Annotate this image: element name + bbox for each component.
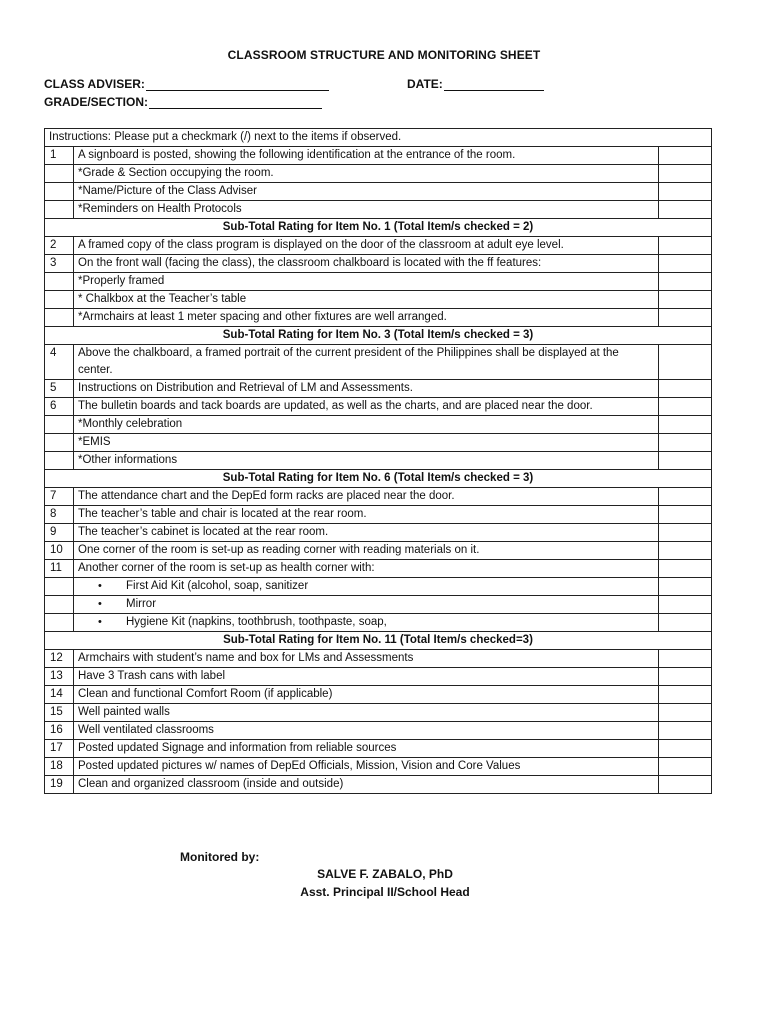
- bullet-icon: •: [98, 616, 102, 628]
- table-row: [45, 668, 712, 686]
- table-row: [45, 255, 712, 273]
- sub-item-row: [45, 452, 712, 470]
- bullet-text: Hygiene Kit (napkins, toothbrush, toothpaste, soap,: [126, 616, 387, 628]
- checkmark-cell[interactable]: [658, 704, 711, 722]
- subtotal-row: [45, 470, 712, 488]
- grade-section-field: [44, 95, 322, 109]
- table-row: [45, 686, 712, 704]
- checkmark-cell[interactable]: [658, 309, 711, 327]
- checkmark-cell[interactable]: [658, 147, 711, 165]
- grade-section-label: GRADE/SECTION:: [44, 95, 149, 109]
- sub-item-row: [45, 596, 712, 614]
- item-number: 19: [45, 776, 74, 794]
- checkmark-cell[interactable]: [658, 291, 711, 309]
- item-text: Instructions on Distribution and Retrieval of LM and Assessments.: [74, 380, 659, 398]
- checkmark-cell[interactable]: [658, 398, 711, 416]
- checkmark-cell[interactable]: [658, 183, 711, 201]
- sub-item-text: *Properly framed: [74, 273, 659, 291]
- item-number: 18: [45, 758, 74, 776]
- sub-item-row: [45, 291, 712, 309]
- subtotal-text: Sub-Total Rating for Item No. 11 (Total Item/s checked=3): [45, 632, 712, 650]
- table-row: [45, 650, 712, 668]
- item-number: 15: [45, 704, 74, 722]
- sub-item-row: [45, 434, 712, 452]
- table-row: [45, 147, 712, 165]
- item-text: The teacher’s cabinet is located at the rear room.: [74, 524, 659, 542]
- item-number: 16: [45, 722, 74, 740]
- instructions-text: Instructions: Please put a checkmark (/) next to the items if observed.: [45, 129, 712, 147]
- sub-item-row: [45, 183, 712, 201]
- class-adviser-blank[interactable]: [146, 78, 329, 91]
- checkmark-cell[interactable]: [658, 273, 711, 291]
- checkmark-cell[interactable]: [658, 560, 711, 578]
- sub-item-text: *Other informations: [74, 452, 659, 470]
- checkmark-cell[interactable]: [658, 201, 711, 219]
- checkmark-cell[interactable]: [658, 614, 711, 632]
- checkmark-cell[interactable]: [658, 255, 711, 273]
- page-title: CLASSROOM STRUCTURE AND MONITORING SHEET: [227, 48, 541, 62]
- checkmark-cell[interactable]: [658, 722, 711, 740]
- item-text: Posted updated pictures w/ names of DepEd Officials, Mission, Vision and Core Values: [74, 758, 659, 776]
- item-number: [45, 452, 74, 470]
- checkmark-cell[interactable]: [658, 758, 711, 776]
- item-number: [45, 434, 74, 452]
- subtotal-text: Sub-Total Rating for Item No. 1 (Total Item/s checked = 2): [45, 219, 712, 237]
- item-text: Posted updated Signage and information from reliable sources: [74, 740, 659, 758]
- checkmark-cell[interactable]: [658, 237, 711, 255]
- table-row: [45, 524, 712, 542]
- item-text: A signboard is posted, showing the following identification at the entrance of the room.: [74, 147, 659, 165]
- checkmark-cell[interactable]: [658, 506, 711, 524]
- sub-item-text: * Chalkbox at the Teacher’s table: [74, 291, 659, 309]
- item-number: [45, 596, 74, 614]
- item-number: [45, 578, 74, 596]
- subtotal-row: [45, 327, 712, 345]
- table-row: [45, 740, 712, 758]
- date-blank[interactable]: [444, 78, 544, 91]
- item-text: Above the chalkboard, a framed portrait of the current president of the Philippines shall be displayed at the center.: [74, 345, 659, 380]
- grade-section-blank[interactable]: [149, 96, 322, 109]
- date-label: DATE:: [407, 77, 443, 91]
- item-number: 13: [45, 668, 74, 686]
- item-number: 11: [45, 560, 74, 578]
- checkmark-cell[interactable]: [658, 668, 711, 686]
- checkmark-cell[interactable]: [658, 686, 711, 704]
- sub-item-text: *Grade & Section occupying the room.: [74, 165, 659, 183]
- class-adviser-label: CLASS ADVISER:: [44, 77, 145, 91]
- bullet-icon: •: [98, 598, 102, 610]
- table-row: [45, 542, 712, 560]
- subtotal-row: [45, 632, 712, 650]
- item-text: One corner of the room is set-up as reading corner with reading materials on it.: [74, 542, 659, 560]
- table-row: [45, 398, 712, 416]
- item-number: [45, 165, 74, 183]
- checkmark-cell[interactable]: [658, 596, 711, 614]
- signer-name: SALVE F. ZABALO, PhD: [317, 867, 453, 881]
- item-number: 2: [45, 237, 74, 255]
- sub-item-text: *Reminders on Health Protocols: [74, 201, 659, 219]
- sub-item-text: *EMIS: [74, 434, 659, 452]
- subtotal-row: [45, 219, 712, 237]
- item-number: [45, 183, 74, 201]
- monitoring-table: [44, 128, 712, 794]
- bullet-text: Mirror: [126, 598, 157, 610]
- bullet-icon: •: [98, 580, 102, 592]
- table-row: [45, 506, 712, 524]
- item-text: A framed copy of the class program is displayed on the door of the classroom at adult eye level.: [74, 237, 659, 255]
- item-number: 12: [45, 650, 74, 668]
- item-text: Well painted walls: [74, 704, 659, 722]
- checkmark-cell[interactable]: [658, 452, 711, 470]
- checkmark-cell[interactable]: [658, 578, 711, 596]
- item-number: [45, 273, 74, 291]
- table-row: [45, 380, 712, 398]
- table-row: [45, 776, 712, 794]
- subtotal-text: Sub-Total Rating for Item No. 3 (Total Item/s checked = 3): [45, 327, 712, 345]
- item-text: Clean and functional Comfort Room (if applicable): [74, 686, 659, 704]
- item-number: 10: [45, 542, 74, 560]
- sub-item-text: [74, 578, 659, 596]
- instructions-row: [45, 129, 712, 147]
- checkmark-cell[interactable]: [658, 524, 711, 542]
- item-number: 6: [45, 398, 74, 416]
- checkmark-cell[interactable]: [658, 542, 711, 560]
- item-text: Well ventilated classrooms: [74, 722, 659, 740]
- checkmark-cell[interactable]: [658, 416, 711, 434]
- table-row: [45, 488, 712, 506]
- item-number: 9: [45, 524, 74, 542]
- item-number: 4: [45, 345, 74, 380]
- sub-item-row: [45, 578, 712, 596]
- item-number: 1: [45, 147, 74, 165]
- sub-item-row: [45, 201, 712, 219]
- item-number: [45, 201, 74, 219]
- item-text: The teacher’s table and chair is located at the rear room.: [74, 506, 659, 524]
- item-text: Another corner of the room is set-up as health corner with:: [74, 560, 659, 578]
- item-number: 7: [45, 488, 74, 506]
- table-row: [45, 560, 712, 578]
- table-row: [45, 345, 712, 380]
- item-number: 8: [45, 506, 74, 524]
- sub-item-row: [45, 416, 712, 434]
- item-text: The attendance chart and the DepEd form racks are placed near the door.: [74, 488, 659, 506]
- table-row: [45, 722, 712, 740]
- table-row: [45, 704, 712, 722]
- item-number: 14: [45, 686, 74, 704]
- item-text: Clean and organized classroom (inside and outside): [74, 776, 659, 794]
- table-row: [45, 758, 712, 776]
- signer-title: Asst. Principal II/School Head: [300, 885, 470, 899]
- sub-item-text: [74, 614, 659, 632]
- date-field: [407, 77, 544, 91]
- sub-item-text: [74, 596, 659, 614]
- item-text: The bulletin boards and tack boards are updated, as well as the charts, and are placed near the door.: [74, 398, 659, 416]
- item-text: Armchairs with student’s name and box for LMs and Assessments: [74, 650, 659, 668]
- item-text: Have 3 Trash cans with label: [74, 668, 659, 686]
- checkmark-cell[interactable]: [658, 740, 711, 758]
- item-number: 5: [45, 380, 74, 398]
- item-number: 17: [45, 740, 74, 758]
- checkmark-cell[interactable]: [658, 776, 711, 794]
- subtotal-text: Sub-Total Rating for Item No. 6 (Total Item/s checked = 3): [45, 470, 712, 488]
- item-text: On the front wall (facing the class), the classroom chalkboard is located with the ff features:: [74, 255, 659, 273]
- sub-item-text: *Name/Picture of the Class Adviser: [74, 183, 659, 201]
- table-row: [45, 237, 712, 255]
- sub-item-row: [45, 614, 712, 632]
- monitored-by-label: Monitored by:: [180, 850, 260, 864]
- sub-item-row: [45, 165, 712, 183]
- checkmark-cell[interactable]: [658, 380, 711, 398]
- item-number: [45, 309, 74, 327]
- item-number: [45, 614, 74, 632]
- item-number: 3: [45, 255, 74, 273]
- checkmark-cell[interactable]: [658, 165, 711, 183]
- item-number: [45, 291, 74, 309]
- sub-item-row: [45, 309, 712, 327]
- sub-item-text: *Monthly celebration: [74, 416, 659, 434]
- sub-item-text: *Armchairs at least 1 meter spacing and other fixtures are well arranged.: [74, 309, 659, 327]
- bullet-text: First Aid Kit (alcohol, soap, sanitizer: [126, 580, 309, 592]
- class-adviser-field: [44, 77, 329, 91]
- checkmark-cell[interactable]: [658, 650, 711, 668]
- checkmark-cell[interactable]: [658, 345, 711, 380]
- checkmark-cell[interactable]: [658, 488, 711, 506]
- sub-item-row: [45, 273, 712, 291]
- checkmark-cell[interactable]: [658, 434, 711, 452]
- item-number: [45, 416, 74, 434]
